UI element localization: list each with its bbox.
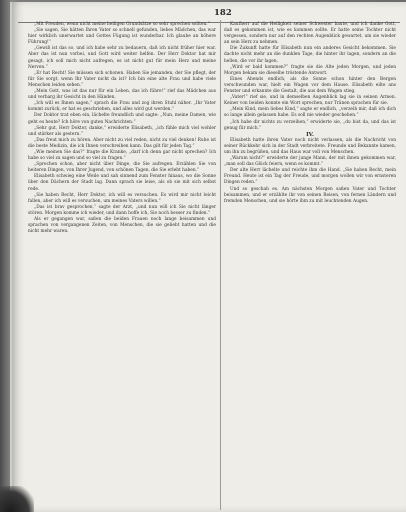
- paragraph: Elisabeth schwieg eine Weile und sah sinnend zum Fenster hinaus, wo die Sonne über den Dächern der Stadt lag. Dann sprach sie leise, als ob sie mit sich selbst rede.: [28, 174, 216, 192]
- paragraph: „Wie meinen Sie das?“ fragte die Kranke, „darf ich denn gar nicht sprechen? Ich habe so viel zu sagen und so viel zu fragen.“: [28, 149, 216, 162]
- paragraph: „Mit Freuden, wenn nicht meine heiligen Grundsätze so sehr sprechen sollten.“: [34, 22, 210, 27]
- paragraph: Der Doktor trat eben ein, lächelte freundlich und sagte: „Nun, meine Damen, wie geht es heute? Ich höre von guten Nachrichten.“: [28, 113, 216, 125]
- left-column: [28, 22, 216, 235]
- paragraph: „Sie sagen, Sie hätten Ihren Vater so schnell gefunden, liebes Mädchen, das war hier wirklich unerwartet und Gottes Fügung ist wunderbar. Ich glaube an höhere Führung!“: [28, 28, 216, 46]
- paragraph: Und so geschah es. Am nächsten Morgen saßen Vater und Tochter beisammen, und er erzählte ihr von seinen Reisen, von fernen Ländern und fremden Menschen, und sie hörte ihm zu mit leuchtenden Augen.: [224, 186, 396, 204]
- page-clip-shadow: [0, 486, 34, 512]
- paragraph: Die Zukunft hatte für Elisabeth nun ein anderes Gesicht bekommen. Sie dachte nicht mehr an die dunklen Tage, die hinter ihr lagen, sondern an die hellen, die vor ihr lagen.: [224, 46, 396, 64]
- paragraph: Elisabeth hatte ihren Vater noch nicht verlassen, als die Nachricht von seiner Rückkehr sich in der Stadt verbreitete. Freunde und Bekannte kamen, um ihn zu begrüßen, und das Haus war voll von Menschen.: [224, 137, 396, 155]
- paragraph: „Das ist brav gesprochen,“ sagte der Arzt, „und nun will ich Sie nicht länger stören. Morgen komme ich wieder, und dann hoffe ich, Sie noch besser zu finden.“: [28, 204, 216, 216]
- paragraph: „Wird er bald kommen?“ fragte sie die Alte jeden Morgen, und jeden Morgen bekam sie dieselbe tröstende Antwort.: [224, 64, 396, 76]
- paragraph: „Ich will es Ihnen sagen,“ sprach die Frau und zog ihren Stuhl näher. „Ihr Vater kommt zurück, er hat es geschrieben, und alles wird gut werden.“: [28, 101, 216, 113]
- paragraph: „Sehr gut, Herr Doktor, danke,“ erwiderte Elisabeth, „ich fühle mich viel wohler und stärker als gestern.“: [28, 125, 216, 137]
- paragraph: Als er gegangen war, saßen die beiden Frauen noch lange beisammen und sprachen von vergangenen Zeiten, von Menschen, die sie geliebt hatten und die nicht mehr waren.: [28, 217, 216, 235]
- paragraph: „Mein Kind, mein liebes Kind,“ sagte er endlich, „verzeih mir, daß ich dich so lange allein gelassen habe. Es soll nie wieder geschehen.“: [224, 107, 396, 119]
- paragraph: „Gewiß ist das so, und ich habe sehr zu bedauern, daß ich nicht früher hier war. Aber das ist nun vorbei, und Gott wird weiter helfen. Der Herr Doktor hat mir gesagt, ich soll mich nicht aufregen, es ist nicht gut für mein Herz und meine Nerven.“: [28, 46, 216, 70]
- right-column: [224, 22, 396, 205]
- section-number: IV.: [306, 131, 314, 138]
- paragraph: „Er hat Recht! Sie müssen sich schonen. Haben Sie jemanden, der Sie pflegt, der für Sie sorgt, wenn Ihr Vater nicht da ist? Ich bin eine alte Frau und habe viele Menschen leiden sehen.“: [28, 70, 216, 88]
- book-page: [10, 2, 406, 512]
- paragraph: Kaufherr auf die Heiligkeit seiner Schwester baute, und ich danke Gott, daß es gekommen ist, wie es kommen sollte. Er hatte seine Tochter nicht vergessen, sondern nur auf den rechten Augenblick gewartet, um sie wieder an sein Herz zu nehmen.: [224, 22, 396, 46]
- column-divider: [220, 20, 221, 510]
- paragraph: „Warum nicht?“ erwiderte der junge Mann, der mit ihnen gekommen war, „man soll das Glück feiern, wenn es kommt.“: [224, 156, 396, 168]
- paragraph: „Vater!“ rief sie, und in demselben Augenblick lag sie in seinen Armen. Keiner von beiden konnte ein Wort sprechen, nur Tränen sprachen für sie.: [224, 95, 396, 107]
- paragraph: Eines Abends endlich, als die Sonne schon hinter den Bergen verschwunden war, hielt ein Wagen vor dem Hause. Elisabeth eilte ans Fenster und erkannte die Gestalt, die aus dem Wagen stieg.: [224, 76, 396, 95]
- paragraph: „Das freut mich zu hören. Aber nicht zu viel reden, nicht zu viel denken! Ruhe ist die beste Medizin, die ich Ihnen verschreiben kann. Das gilt für jeden Tag.“: [28, 137, 216, 149]
- paragraph: „Mein Gott, was ist das nur für ein Leben, das ich führe!“ rief das Mädchen aus und verbarg ihr Gesicht in den Händen.: [28, 89, 216, 101]
- page-number: 182: [214, 8, 232, 18]
- paragraph: Der alte Herr lächelte und reichte ihm die Hand. „Sie haben Recht, mein Freund. Heute ist ein Tag der Freude, und morgen wollen wir von ernsteren Dingen reden.“: [224, 168, 396, 186]
- paragraph: „Sprechen schon, aber nicht über Dinge, die Sie aufregen. Erzählen Sie von heiteren Dingen, von Ihrer Jugend, von schönen Tagen, die Sie erlebt haben.“: [28, 162, 216, 174]
- page-header: [12, 7, 406, 21]
- paragraph: „Ich habe dir nichts zu verzeihen,“ erwiderte sie, „du bist da, und das ist genug für mich.“: [224, 119, 396, 131]
- paragraph: „Sie haben Recht, Herr Doktor, ich will es versuchen. Es wird mir nicht leicht fallen, aber ich will es versuchen, um meines Vaters willen.“: [28, 192, 216, 204]
